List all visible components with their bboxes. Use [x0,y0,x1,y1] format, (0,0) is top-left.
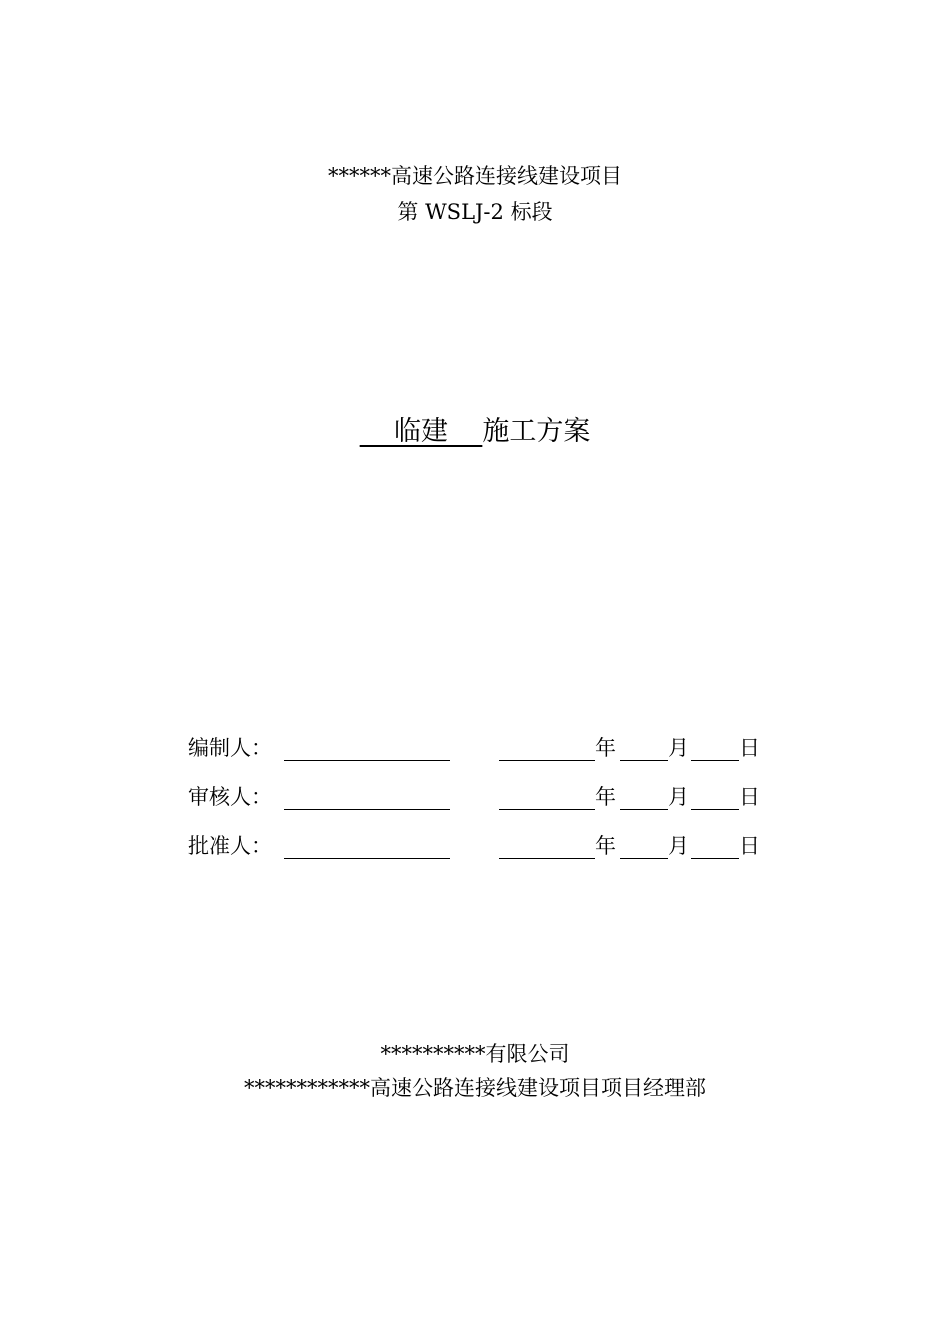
document-title [0,412,950,452]
title-topic: 临建 [394,416,448,447]
year-label: 年 [595,736,616,760]
organization-footer [0,1037,950,1105]
signature-row-prepared [188,728,788,777]
project-header [0,158,950,230]
reviewed-day-line [691,809,739,810]
year-label: 年 [595,834,616,858]
prepared-day-line [691,760,739,761]
company-name: **********有限公司 [380,1042,570,1066]
approved-by-name-line [284,858,450,859]
prepared-month-line [620,760,668,761]
reviewed-by-name-line [284,809,450,810]
title-blank-before [360,416,394,447]
prepared-year-line [499,760,595,761]
title-suffix: 施工方案 [482,416,591,447]
approved-day-line [691,858,739,859]
reviewed-year-line [499,809,595,810]
approved-month-line [620,858,668,859]
year-label: 年 [595,785,616,809]
signature-row-reviewed [188,777,788,826]
reviewed-by-label: 审核人： [188,785,272,809]
prepared-by-label: 编制人： [188,736,272,760]
day-label: 日 [739,736,760,760]
reviewed-month-line [620,809,668,810]
day-label: 日 [739,785,760,809]
signature-block [188,728,788,875]
project-department: ************高速公路连接线建设项目项目经理部 [244,1076,706,1100]
approved-by-label: 批准人： [188,834,272,858]
prepared-by-name-line [284,760,450,761]
month-label: 月 [668,834,689,858]
month-label: 月 [668,736,689,760]
signature-row-approved [188,826,788,875]
month-label: 月 [668,785,689,809]
approved-year-line [499,858,595,859]
title-blank-after [448,416,482,447]
section-number: 第 WSLJ-2 标段 [397,200,553,224]
title-fill-in [360,412,483,452]
day-label: 日 [739,834,760,858]
project-name: ******高速公路连接线建设项目 [328,164,622,188]
